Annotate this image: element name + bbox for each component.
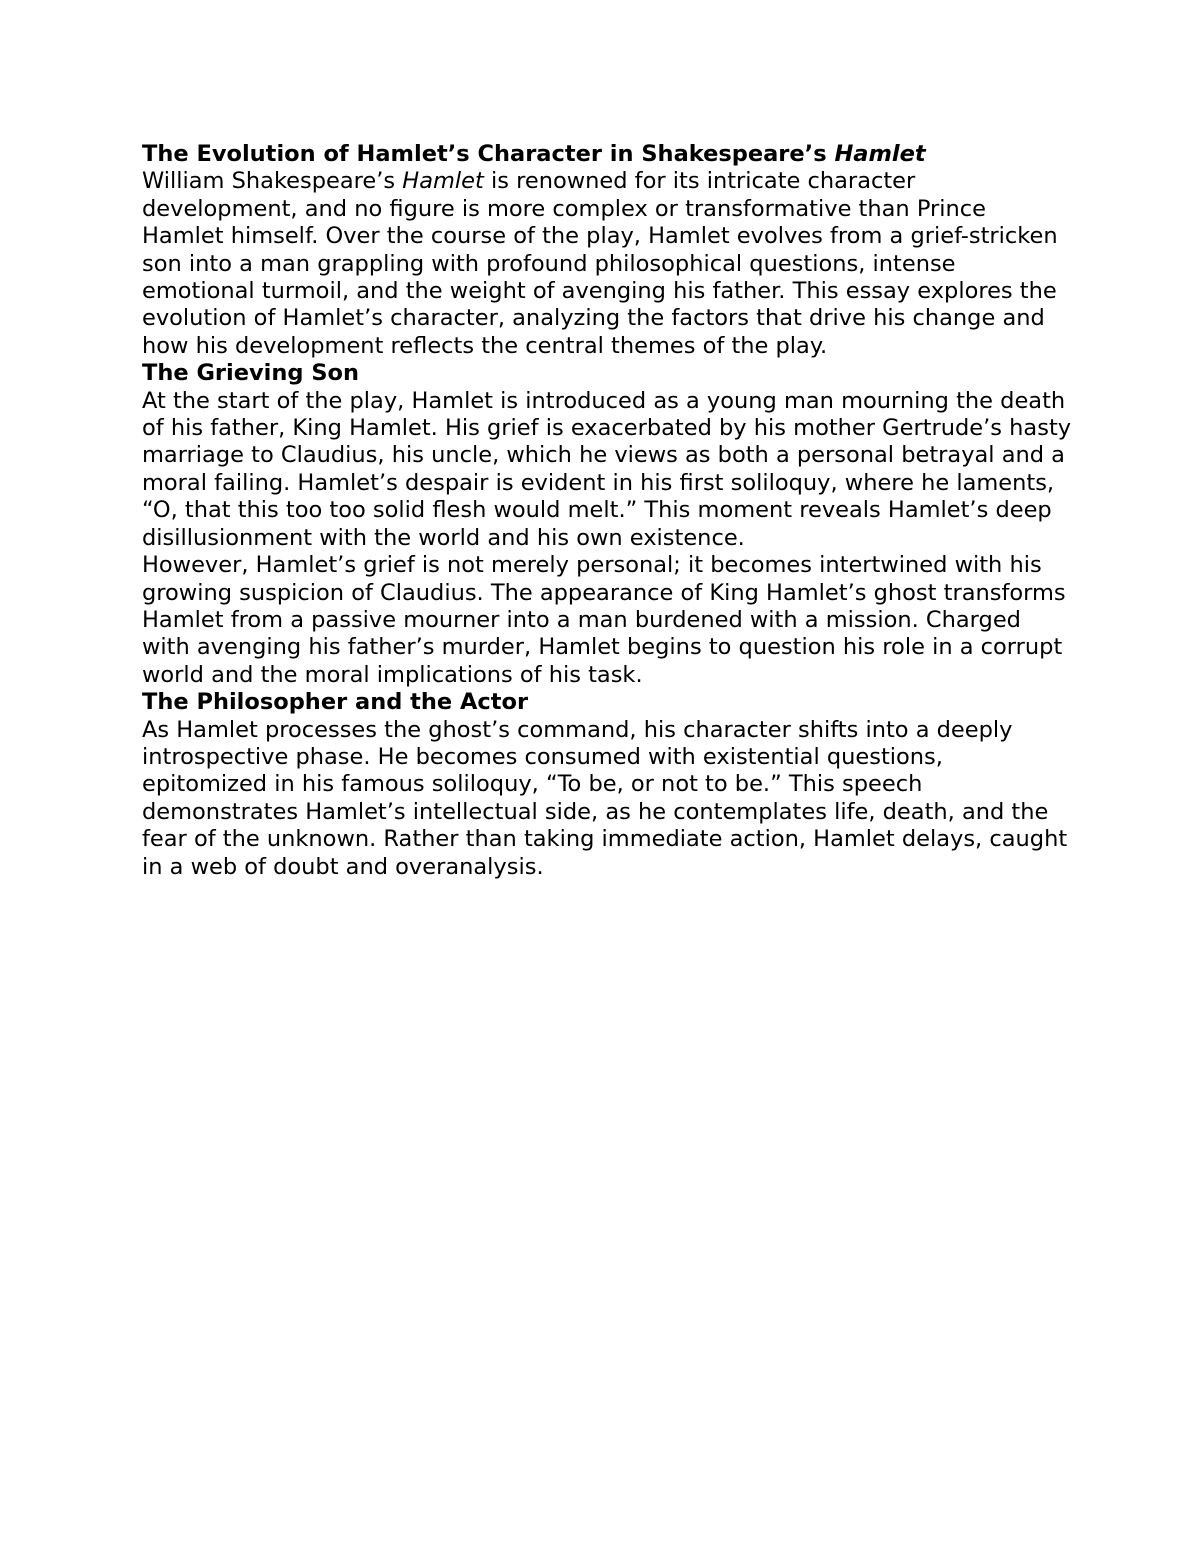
document-title <box>142 141 1072 168</box>
section-heading-grieving-son: The Grieving Son <box>142 360 360 387</box>
intro-italic-work: Hamlet <box>402 168 484 195</box>
section-grieving-son-paragraph-1: At the start of the play, Hamlet is introduced as a young man mourning the death of his father, King Hamlet. His grief is exacerbated by his mother Gertrude’s hasty marriage to Claudius, his uncle, which he views as both a personal betrayal and a moral failing. Hamlet’s despair is evident in his first soliloquy, where he laments, “O, that this too too solid flesh would melt.” This moment reveals Hamlet’s deep disillusionment with the world and his own existence. <box>142 387 1072 551</box>
intro-text-rest: is renowned for its intricate character development, and no figure is more complex or transformative than Prince Hamlet himself. Over the course of the play, Hamlet evolves from a grief-stricken son into a man grappling with profound philosophical questions, intense emotional turmoil, and the weight of avenging his father. This essay explores the evolution of Hamlet’s character, analyzing the factors that drive his change and how his development reflects the central themes of the play. <box>142 168 1058 359</box>
intro-text-start: William Shakespeare’s <box>142 168 403 195</box>
section-grieving-son-paragraph-2: However, Hamlet’s grief is not merely personal; it becomes intertwined with his growing suspicion of Claudius. The appearance of King Hamlet’s ghost transforms Hamlet from a passive mourner into a man burdened with a mission. Charged with avenging his father’s murder, Hamlet begins to question his role in a corrupt world and the moral implications of his task. <box>142 552 1066 688</box>
title-text: The Evolution of Hamlet’s Character in Shakespeare’s <box>142 141 835 167</box>
section-philosopher-actor-paragraph-1: As Hamlet processes the ghost’s command, his character shifts into a deeply introspective phase. He becomes consumed with existential questions, epitomized in his famous soliloquy, “To be, or not to be.” This speech demonstrates Hamlet’s intellectual side, as he contemplates life, death, and the fear of the unknown. Rather than taking immediate action, Hamlet delays, caught in a web of doubt and overanalysis. <box>142 716 1068 880</box>
intro-paragraph <box>142 168 1072 360</box>
section-heading-philosopher-actor: The Philosopher and the Actor <box>142 689 529 716</box>
title-italic-work: Hamlet <box>834 141 926 167</box>
document-body <box>142 141 1072 881</box>
